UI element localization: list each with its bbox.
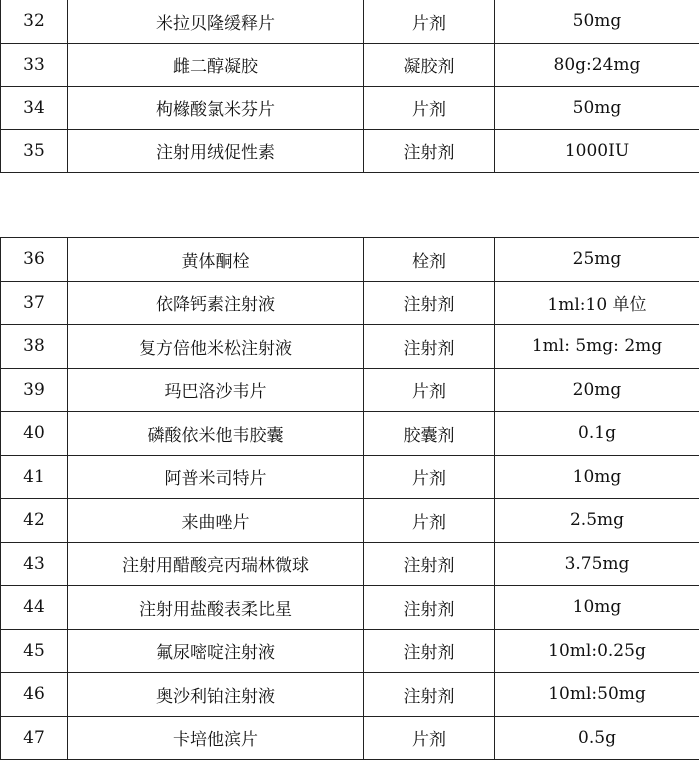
dosage-form: 片剂 — [364, 368, 495, 412]
drug-name: 阿普米司特片 — [68, 455, 364, 499]
dosage-form: 凝胶剂 — [364, 43, 495, 86]
row-number: 32 — [1, 0, 68, 43]
table-row — [1, 542, 699, 586]
drug-name: 磷酸依米他韦胶囊 — [68, 412, 364, 456]
dosage-form: 注射剂 — [364, 629, 495, 673]
specification: 0.5g — [495, 716, 699, 760]
row-number: 44 — [1, 586, 68, 630]
row-number: 42 — [1, 499, 68, 543]
table-row — [1, 86, 699, 129]
table-row — [1, 412, 699, 456]
row-number: 36 — [1, 238, 68, 282]
drug-name: 氟尿嘧啶注射液 — [68, 629, 364, 673]
specification: 25mg — [495, 238, 699, 282]
dosage-form: 注射剂 — [364, 586, 495, 630]
specification: 10ml:0.25g — [495, 629, 699, 673]
row-number: 34 — [1, 86, 68, 129]
dosage-form: 注射剂 — [364, 325, 495, 369]
table-row — [1, 629, 699, 673]
table-row — [1, 325, 699, 369]
drug-name: 雌二醇凝胶 — [68, 43, 364, 86]
dosage-form: 注射剂 — [364, 542, 495, 586]
row-number: 41 — [1, 455, 68, 499]
dosage-form: 注射剂 — [364, 129, 495, 172]
table-row — [1, 0, 699, 43]
row-number: 39 — [1, 368, 68, 412]
drug-name: 注射用绒促性素 — [68, 129, 364, 172]
dosage-form: 片剂 — [364, 499, 495, 543]
drug-name: 奥沙利铂注射液 — [68, 673, 364, 717]
specification: 50mg — [495, 0, 699, 43]
specification: 10ml:50mg — [495, 673, 699, 717]
row-number: 33 — [1, 43, 68, 86]
row-number: 40 — [1, 412, 68, 456]
table-row — [1, 499, 699, 543]
table-row — [1, 43, 699, 86]
row-number: 46 — [1, 673, 68, 717]
specification: 1000IU — [495, 129, 699, 172]
table-row — [1, 586, 699, 630]
table-row — [1, 455, 699, 499]
drug-name: 卡培他滨片 — [68, 716, 364, 760]
drug-name: 注射用盐酸表柔比星 — [68, 586, 364, 630]
row-number: 45 — [1, 629, 68, 673]
table-row — [1, 129, 699, 172]
row-number: 37 — [1, 281, 68, 325]
drug-table-top — [0, 0, 699, 173]
specification: 3.75mg — [495, 542, 699, 586]
dosage-form: 片剂 — [364, 716, 495, 760]
drug-name: 注射用醋酸亮丙瑞林微球 — [68, 542, 364, 586]
specification: 80g:24mg — [495, 43, 699, 86]
drug-table-bottom — [0, 237, 699, 760]
specification: 10mg — [495, 586, 699, 630]
row-number: 35 — [1, 129, 68, 172]
row-number: 47 — [1, 716, 68, 760]
drug-name: 依降钙素注射液 — [68, 281, 364, 325]
table-row — [1, 238, 699, 282]
drug-name: 枸橼酸氯米芬片 — [68, 86, 364, 129]
dosage-form: 胶囊剂 — [364, 412, 495, 456]
specification: 1ml:10 单位 — [495, 281, 699, 325]
dosage-form: 注射剂 — [364, 281, 495, 325]
table-row — [1, 716, 699, 760]
drug-name: 复方倍他米松注射液 — [68, 325, 364, 369]
dosage-form: 片剂 — [364, 0, 495, 43]
specification: 0.1g — [495, 412, 699, 456]
drug-name: 来曲唑片 — [68, 499, 364, 543]
dosage-form: 栓剂 — [364, 238, 495, 282]
table-row — [1, 368, 699, 412]
drug-name: 黄体酮栓 — [68, 238, 364, 282]
row-number: 43 — [1, 542, 68, 586]
specification: 1ml: 5mg: 2mg — [495, 325, 699, 369]
specification: 50mg — [495, 86, 699, 129]
row-number: 38 — [1, 325, 68, 369]
drug-name: 玛巴洛沙韦片 — [68, 368, 364, 412]
specification: 20mg — [495, 368, 699, 412]
table-row — [1, 673, 699, 717]
specification: 2.5mg — [495, 499, 699, 543]
dosage-form: 片剂 — [364, 86, 495, 129]
dosage-form: 片剂 — [364, 455, 495, 499]
table-row — [1, 281, 699, 325]
drug-name: 米拉贝隆缓释片 — [68, 0, 364, 43]
dosage-form: 注射剂 — [364, 673, 495, 717]
specification: 10mg — [495, 455, 699, 499]
